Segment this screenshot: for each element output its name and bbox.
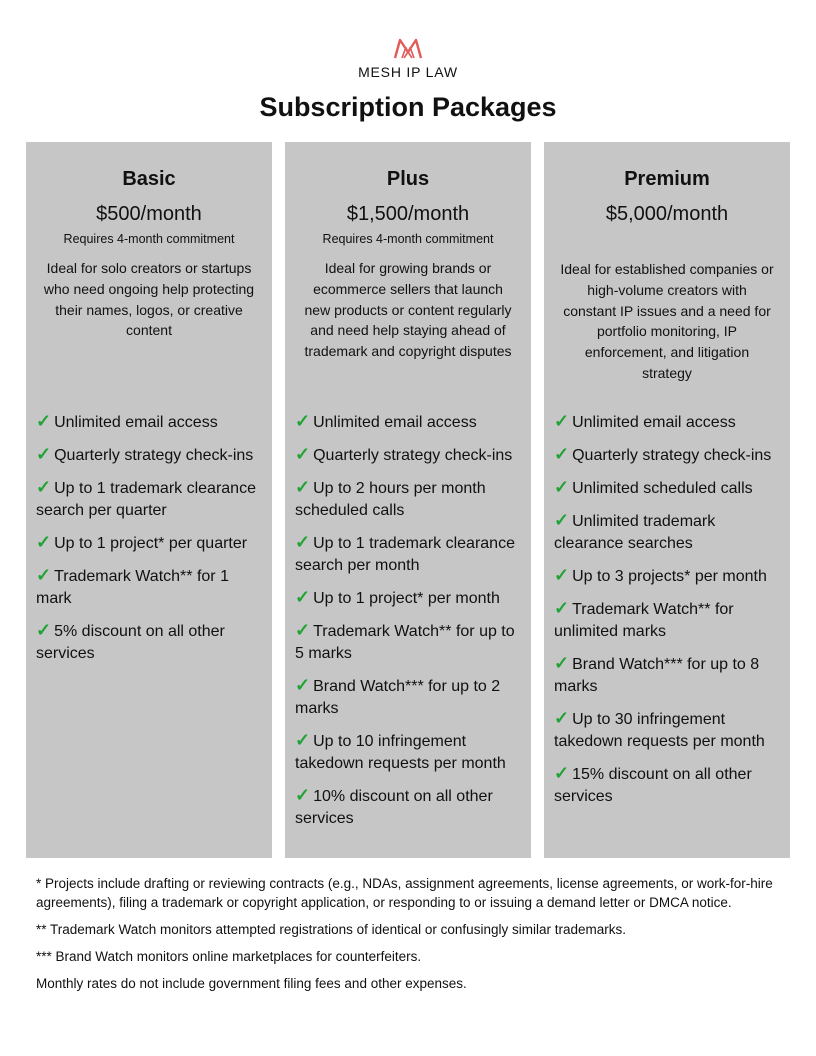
feature-item: ✓ Quarterly strategy check-ins	[295, 444, 513, 464]
footnote: Monthly rates do not include government filing fees and other expenses.	[36, 976, 467, 991]
plan-card-plus	[285, 142, 531, 858]
feature-list	[36, 410, 264, 674]
checkmark-icon: ✓	[295, 532, 311, 552]
plan-name: Basic	[122, 168, 176, 190]
checkmark-icon: ✓	[554, 565, 570, 585]
footnotes	[36, 874, 786, 1001]
feature-item: ✓ Up to 2 hours per month scheduled calls	[295, 477, 486, 519]
feature-item: ✓ Up to 30 infringement takedown requests per month	[554, 708, 765, 750]
plan-price: $5,000/month	[605, 203, 729, 225]
feature-item: ✓ 10% discount on all other services	[295, 785, 493, 827]
checkmark-icon: ✓	[295, 477, 311, 497]
checkmark-icon: ✓	[295, 730, 311, 750]
feature-item: ✓ Unlimited email access	[36, 411, 218, 431]
checkmark-icon: ✓	[36, 411, 52, 431]
footnote: * Projects include drafting or reviewing contracts (e.g., NDAs, assignment agreements, license agreements, or work-for-hire agreements), filing a trademark or copyright application, or responding to or issuing a demand letter or DMCA notice.	[36, 876, 773, 910]
plan-card-basic	[26, 142, 272, 858]
mesh-logo-icon	[393, 38, 423, 60]
feature-item: ✓ Unlimited email access	[295, 411, 477, 431]
checkmark-icon: ✓	[295, 675, 311, 695]
feature-item: ✓ Trademark Watch** for 1 mark	[36, 565, 229, 607]
checkmark-icon: ✓	[295, 785, 311, 805]
plan-description: Ideal for solo creators or startups who need ongoing help protecting their names, logos, or creative content	[43, 260, 255, 339]
plan-price: $1,500/month	[346, 203, 470, 225]
feature-list	[554, 410, 782, 817]
plan-commitment: Requires 4-month commitment	[63, 232, 235, 246]
footnote: *** Brand Watch monitors online marketplaces for counterfeiters.	[36, 949, 422, 964]
checkmark-icon: ✓	[36, 565, 52, 585]
plan-card-premium	[544, 142, 790, 858]
feature-item: ✓ Unlimited email access	[554, 411, 736, 431]
checkmark-icon: ✓	[554, 444, 570, 464]
feature-item: ✓ Trademark Watch** for unlimited marks	[554, 598, 734, 640]
checkmark-icon: ✓	[295, 620, 311, 640]
logo-block	[0, 38, 816, 80]
brand-name: MESH IP LAW	[358, 64, 458, 80]
checkmark-icon: ✓	[36, 532, 52, 552]
plan-commitment: Requires 4-month commitment	[322, 232, 494, 246]
plan-name: Plus	[386, 168, 430, 190]
footnote: ** Trademark Watch monitors attempted registrations of identical or confusingly similar trademarks.	[36, 922, 626, 937]
feature-item: ✓ Up to 1 project* per month	[295, 587, 500, 607]
plan-price: $500/month	[96, 203, 202, 225]
feature-item: ✓ Unlimited scheduled calls	[554, 477, 753, 497]
checkmark-icon: ✓	[36, 477, 52, 497]
feature-item: ✓ Up to 10 infringement takedown requests per month	[295, 730, 506, 772]
feature-item: ✓ Up to 1 trademark clearance search per month	[295, 532, 515, 574]
feature-item: ✓ Unlimited trademark clearance searches	[554, 510, 716, 552]
checkmark-icon: ✓	[295, 444, 311, 464]
feature-item: ✓ Brand Watch*** for up to 8 marks	[554, 653, 760, 695]
feature-item: ✓ Trademark Watch** for up to 5 marks	[295, 620, 515, 662]
feature-list	[295, 410, 523, 839]
feature-item: ✓ 15% discount on all other services	[554, 763, 752, 805]
checkmark-icon: ✓	[554, 477, 570, 497]
checkmark-icon: ✓	[36, 444, 52, 464]
checkmark-icon: ✓	[554, 763, 570, 783]
feature-item: ✓ Quarterly strategy check-ins	[36, 444, 254, 464]
feature-item: ✓ 5% discount on all other services	[36, 620, 225, 662]
checkmark-icon: ✓	[554, 598, 570, 618]
plan-description: Ideal for growing brands or ecommerce sellers that launch new products or content regularly and need help staying ahead of trademark and copyright disputes	[304, 260, 512, 360]
checkmark-icon: ✓	[554, 411, 570, 431]
feature-item: ✓ Up to 1 project* per quarter	[36, 532, 248, 552]
feature-item: ✓ Quarterly strategy check-ins	[554, 444, 772, 464]
feature-item: ✓ Up to 3 projects* per month	[554, 565, 767, 585]
checkmark-icon: ✓	[295, 411, 311, 431]
feature-item: ✓ Brand Watch*** for up to 2 marks	[295, 675, 501, 717]
checkmark-icon: ✓	[554, 653, 570, 673]
checkmark-icon: ✓	[36, 620, 52, 640]
checkmark-icon: ✓	[554, 510, 570, 530]
feature-item: ✓ Up to 1 trademark clearance search per quarter	[36, 477, 256, 519]
page-title: Subscription Packages	[259, 92, 557, 122]
plan-description: Ideal for established companies or high-volume creators with constant IP issues and a need for portfolio monitoring, IP enforcement, and litigation strategy	[560, 261, 774, 381]
checkmark-icon: ✓	[295, 587, 311, 607]
plan-commitment	[554, 232, 780, 247]
checkmark-icon: ✓	[554, 708, 570, 728]
plan-name: Premium	[624, 168, 710, 190]
